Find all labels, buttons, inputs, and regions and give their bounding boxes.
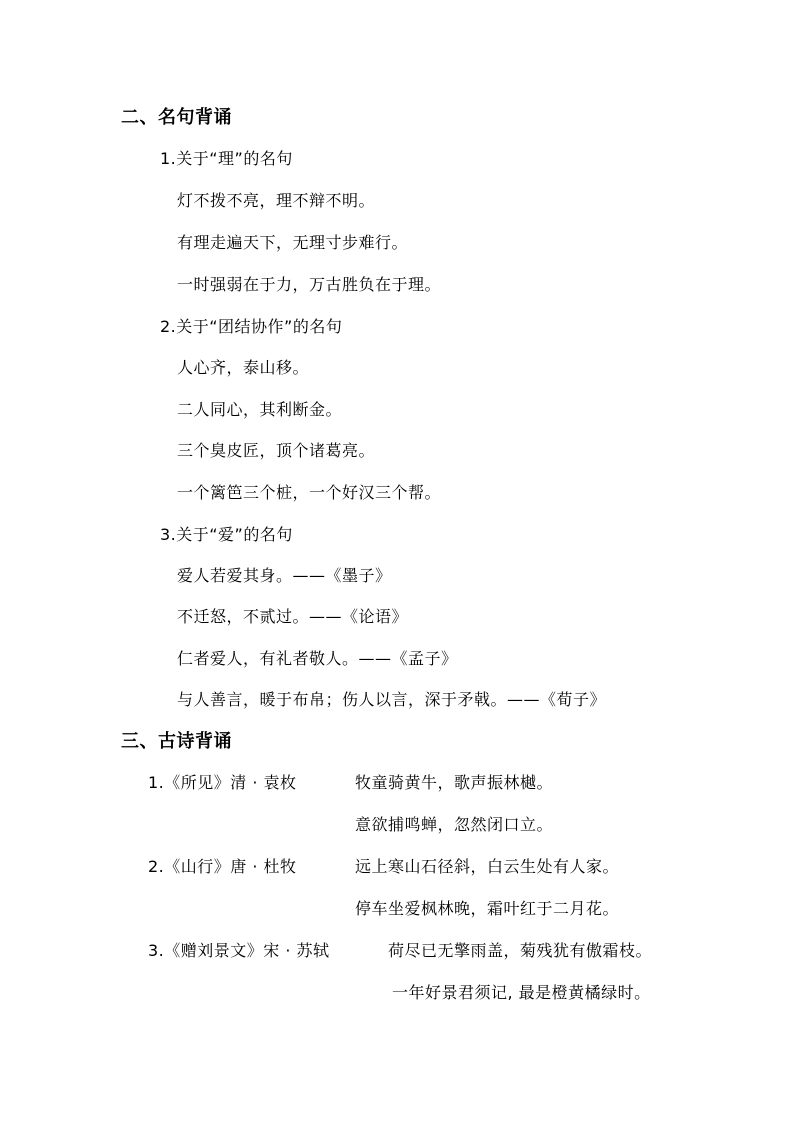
poem-line: 一年好景君须记, 最是橙黄橘绿时。 <box>392 983 651 1002</box>
poem-title-suojian: 1.《所见》清 · 袁枚 <box>148 773 297 792</box>
group-title-teamwork: 2.关于“团结协作”的名句 <box>160 317 343 336</box>
poem-line: 意欲捕鸣蝉，忽然闭口立。 <box>355 815 554 834</box>
group-title-reason: 1.关于“理”的名句 <box>160 149 293 168</box>
poem-title-shanxing: 2.《山行》唐 · 杜牧 <box>148 857 297 876</box>
section-heading-famous-quotes: 二、名句背诵 <box>121 107 232 128</box>
quote-line: 一个篱笆三个桩，一个好汉三个帮。 <box>177 483 442 502</box>
quote-line: 灯不拨不亮，理不辩不明。 <box>177 191 376 210</box>
quote-line: 不迁怒，不贰过。——《论语》 <box>177 607 409 626</box>
quote-line: 与人善言，暖于布帛；伤人以言，深于矛戟。——《荀子》 <box>177 690 607 709</box>
section-heading-ancient-poems: 三、古诗背诵 <box>121 731 232 752</box>
quote-line: 三个臭皮匠，顶个诸葛亮。 <box>177 441 376 460</box>
quote-line: 爱人若爱其身。——《墨子》 <box>177 566 392 585</box>
poem-line: 远上寒山石径斜，白云生处有人家。 <box>355 857 620 876</box>
quote-line: 一时强弱在于力，万古胜负在于理。 <box>177 275 442 294</box>
quote-line: 人心齐，泰山移。 <box>177 358 310 377</box>
poem-line: 荷尽已无擎雨盖，菊残犹有傲霜枝。 <box>388 941 653 960</box>
quote-line: 有理走遍天下，无理寸步难行。 <box>177 233 409 252</box>
poem-line: 停车坐爱枫林晚，霜叶红于二月花。 <box>355 899 620 918</box>
quote-line: 二人同心，其利断金。 <box>177 400 343 419</box>
poem-line: 牧童骑黄牛，歌声振林樾。 <box>355 773 554 792</box>
group-title-love: 3.关于“爱”的名句 <box>160 525 293 544</box>
poem-title-zeng-liu-jingwen: 3.《赠刘景文》宋 · 苏轼 <box>148 941 330 960</box>
quote-line: 仁者爱人，有礼者敬人。——《孟子》 <box>177 649 458 668</box>
